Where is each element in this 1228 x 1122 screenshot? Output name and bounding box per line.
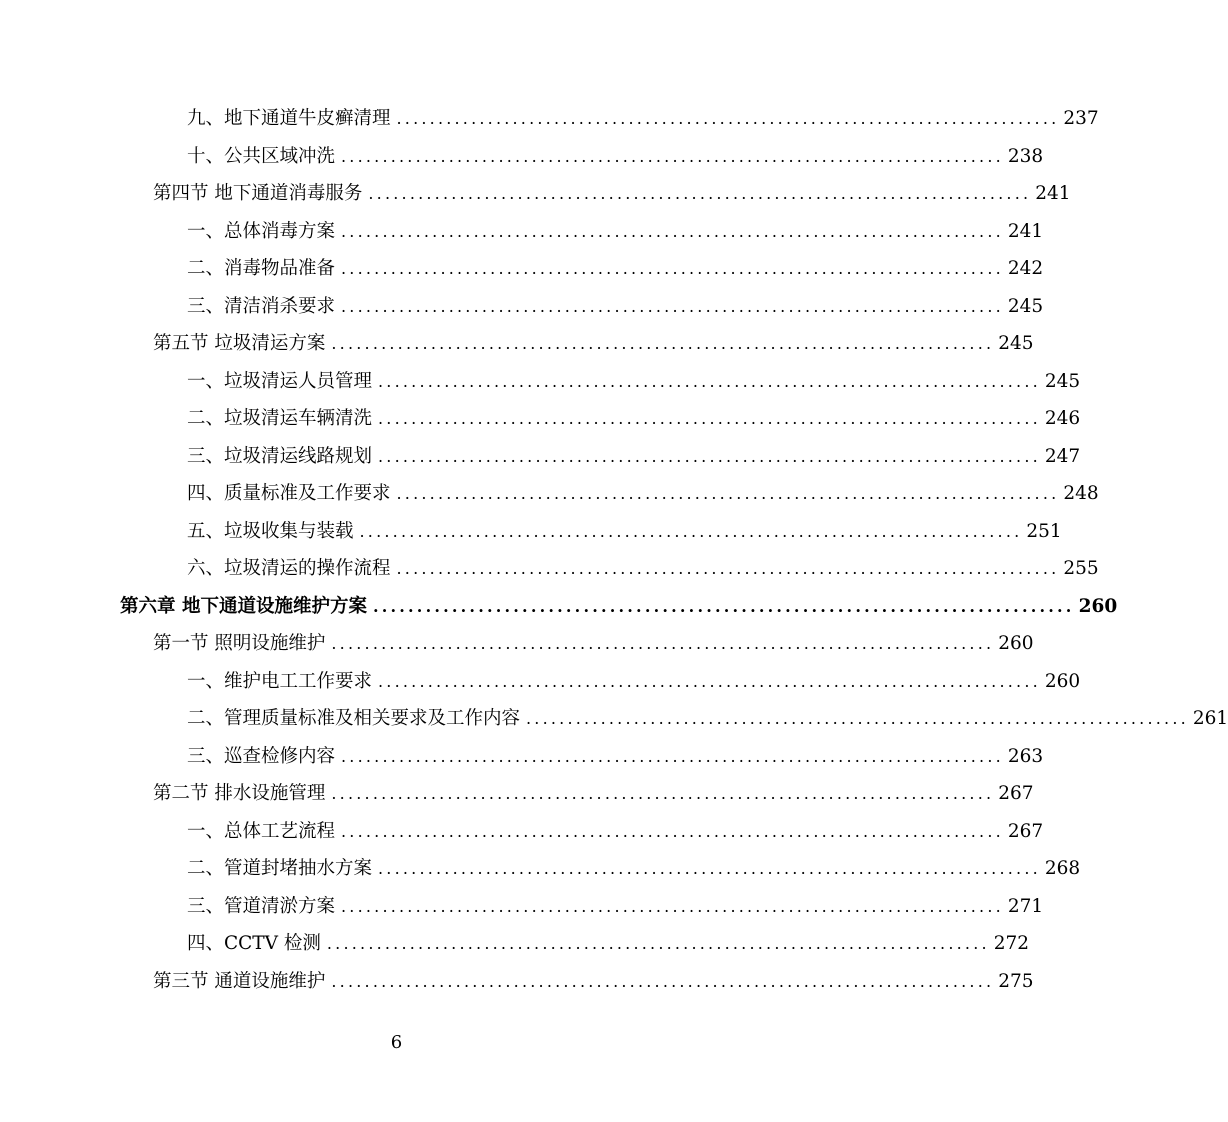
- toc-entry-title: 九、地下通道牛皮癣清理: [187, 108, 391, 129]
- toc-entry: [153, 625, 1034, 663]
- toc-entry-page: 238: [1007, 145, 1044, 167]
- toc-entry: [187, 213, 1044, 251]
- toc-entry: [187, 363, 1081, 401]
- toc-entry-page: 268: [1044, 858, 1081, 879]
- toc-entry-page: 241: [1035, 183, 1071, 204]
- toc-entry-title: 二、消毒物品准备: [187, 258, 336, 279]
- toc-entry-title: 第五节 垃圾清运方案: [153, 333, 326, 354]
- toc-entry: [187, 513, 1062, 551]
- toc-entry-page: 255: [1063, 558, 1099, 579]
- toc-entry: [187, 738, 1044, 776]
- toc-entry: [187, 663, 1081, 701]
- toc-entry-title: 三、垃圾清运线路规划: [187, 445, 373, 467]
- toc-entry-page: 260: [1078, 595, 1118, 617]
- toc-entry-page: 260: [1044, 670, 1081, 692]
- toc-leader-dots: ................................................................................: [378, 371, 1041, 391]
- toc-entry-title: 二、管理质量标准及相关要求及工作内容: [187, 708, 521, 729]
- toc-entry-page: 272: [993, 933, 1030, 954]
- toc-entry: [187, 888, 1044, 926]
- toc-leader-dots: ................................................................................: [378, 409, 1041, 428]
- toc-entry-title: 三、清洁消杀要求: [187, 295, 336, 317]
- toc-entry: [153, 775, 1034, 813]
- toc-entry-title: 三、巡查检修内容: [187, 745, 336, 767]
- toc-leader-dots: ................................................................................: [341, 221, 1004, 241]
- toc-leader-dots: ................................................................................: [341, 296, 1004, 316]
- toc-entry: [187, 550, 1099, 588]
- toc-leader-dots: ................................................................................: [378, 446, 1041, 466]
- toc-entry: [153, 963, 1034, 1001]
- toc-entry: [120, 588, 1118, 626]
- toc-leader-dots: ................................................................................: [526, 709, 1189, 728]
- toc-leader-dots: ................................................................................: [396, 109, 1060, 128]
- toc-leader-dots: ................................................................................: [378, 859, 1041, 878]
- toc-entry-title: 二、垃圾清运车辆清洗: [187, 408, 373, 429]
- toc-entry: [187, 138, 1044, 176]
- toc-entry-title: 三、管道清淤方案: [187, 895, 336, 917]
- toc-leader-dots: ................................................................................: [331, 971, 995, 991]
- toc-leader-dots: ................................................................................: [341, 259, 1004, 278]
- toc-entry-title: 十、公共区域冲洗: [187, 145, 336, 167]
- toc-leader-dots: ................................................................................: [331, 634, 995, 653]
- toc-entry: [187, 475, 1099, 513]
- toc-entry-page: 267: [1007, 820, 1044, 842]
- toc-entry-title: 第二节 排水设施管理: [153, 783, 326, 804]
- toc-leader-dots: ................................................................................: [378, 671, 1041, 691]
- toc-entry-page: 245: [1044, 370, 1081, 392]
- toc-entry-page: 245: [998, 333, 1034, 354]
- toc-leader-dots: ................................................................................: [368, 184, 1032, 203]
- toc-entry-page: 271: [1007, 895, 1044, 917]
- toc-entry-page: 248: [1063, 483, 1099, 504]
- toc-entry: [187, 288, 1044, 326]
- toc-leader-dots: ................................................................................: [372, 596, 1075, 616]
- toc-entry-page: 247: [1044, 445, 1081, 467]
- toc-entry-page: 246: [1044, 408, 1081, 429]
- toc-leader-dots: ................................................................................: [396, 484, 1060, 503]
- toc-leader-dots: ................................................................................: [331, 334, 995, 353]
- toc-leader-dots: ................................................................................: [396, 559, 1060, 578]
- toc-leader-dots: ................................................................................: [331, 784, 995, 803]
- toc-entry-title: 四、质量标准及工作要求: [187, 483, 391, 504]
- toc-entry-title: 第一节 照明设施维护: [153, 633, 326, 654]
- toc-entry-title: 六、垃圾清运的操作流程: [187, 558, 391, 579]
- toc-entry-page: 241: [1007, 220, 1044, 242]
- toc-entry-title: 四、CCTV 检测: [187, 933, 321, 954]
- toc-entry: [153, 325, 1034, 363]
- toc-entry-title: 一、维护电工工作要求: [187, 670, 373, 692]
- toc-entry-title: 一、总体工艺流程: [187, 820, 336, 842]
- toc-entry-title: 五、垃圾收集与装载: [187, 520, 354, 542]
- toc-entry-page: 261: [1192, 708, 1228, 729]
- toc-leader-dots: ................................................................................: [341, 146, 1004, 166]
- toc-entry-title: 第六章 地下通道设施维护方案: [120, 595, 367, 617]
- toc-entry-title: 一、总体消毒方案: [187, 220, 336, 242]
- toc-entry-title: 第四节 地下通道消毒服务: [153, 183, 363, 204]
- toc-leader-dots: ................................................................................: [326, 934, 990, 953]
- toc-entry: [187, 400, 1081, 438]
- toc-entry-page: 237: [1063, 108, 1099, 129]
- toc-leader-dots: ................................................................................: [341, 821, 1004, 841]
- toc-leader-dots: ................................................................................: [359, 521, 1023, 541]
- toc-entry: [187, 813, 1044, 851]
- toc-entry: [187, 438, 1081, 476]
- toc-entry: [187, 250, 1044, 288]
- toc-entry-title: 二、管道封堵抽水方案: [187, 858, 373, 879]
- toc-entry-page: 251: [1026, 520, 1062, 542]
- toc-entry-page: 242: [1007, 258, 1044, 279]
- toc-entry-page: 267: [998, 783, 1034, 804]
- toc-entry-page: 275: [998, 970, 1034, 992]
- toc-entry-title: 一、垃圾清运人员管理: [187, 370, 373, 392]
- toc-entry-page: 260: [998, 633, 1034, 654]
- toc-leader-dots: ................................................................................: [341, 746, 1004, 766]
- toc-leader-dots: ................................................................................: [341, 896, 1004, 916]
- toc-entry: [187, 100, 1099, 138]
- toc-entry: [187, 850, 1081, 888]
- toc-entry: [187, 925, 1030, 963]
- toc-entry-title: 第三节 通道设施维护: [153, 970, 326, 992]
- page-number: 6: [390, 1032, 403, 1053]
- toc-entry-page: 245: [1007, 295, 1044, 317]
- toc-entry: [153, 175, 1071, 213]
- toc-entry-page: 263: [1007, 745, 1044, 767]
- toc-entry: [187, 700, 1228, 738]
